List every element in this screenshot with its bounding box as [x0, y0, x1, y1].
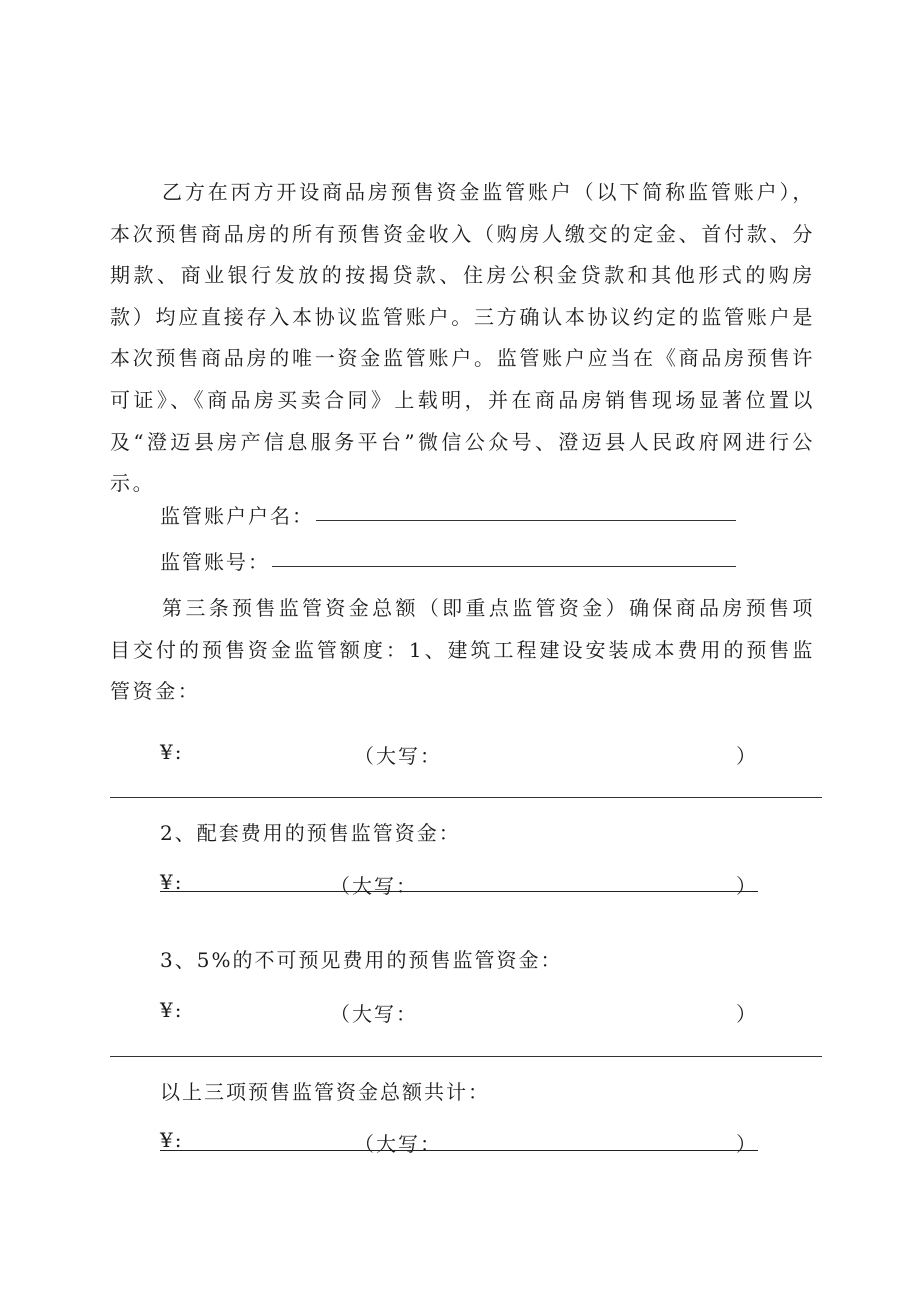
item2-currency-label: ¥: [160, 870, 184, 894]
total-currency-label: ¥: [160, 1128, 184, 1152]
total-words-open: （大写： [354, 1132, 442, 1156]
item3-label: 3、5%的不可预见费用的预售监管资金： [160, 948, 563, 972]
account-number-blank[interactable] [272, 566, 736, 567]
item3-words-open: （大写： [330, 1002, 418, 1026]
total-label: 以上三项预售监管资金总额共计： [160, 1080, 490, 1104]
item1-currency-label: ¥: [160, 740, 184, 764]
item2-underline [160, 891, 758, 892]
total-words-close: ） [736, 1132, 758, 1156]
item3-words-close: ） [736, 1002, 758, 1026]
item1-words-close: ） [736, 744, 758, 768]
item2-words-close: ） [736, 874, 758, 898]
item3-currency-label: ¥: [160, 998, 184, 1022]
item3-divider [110, 1056, 822, 1057]
item2-words-open: （大写： [330, 874, 418, 898]
account-name-blank[interactable] [316, 520, 736, 521]
item1-divider [110, 797, 822, 798]
intro-paragraph: 乙方在丙方开设商品房预售资金监管账户（以下简称监管账户），本次预售商品房的所有预售资金收入（购房人缴交的定金、首付款、分期款、商业银行发放的按揭贷款、住房公积金贷款和其他形式的购房款）均应直接存入本协议监管账户。三方确认本协议约定的监管账户是本次预售商品房的唯一资金监管账户。监管账户应当在《商品房预售许可证》、《商品房买卖合同》上载明，并在商品房销售现场显著位置以及“澄迈县房产信息服务平台”微信公众号、澄迈县人民政府网进行公示。 [110, 180, 815, 496]
account-name-label: 监管账户户名： [160, 504, 314, 528]
total-underline [160, 1150, 758, 1151]
account-number-label: 监管账号： [160, 550, 270, 574]
item1-words-open: （大写： [354, 744, 442, 768]
article3-paragraph: 第三条预售监管资金总额（即重点监管资金）确保商品房预售项目交付的预售资金监管额度：1、建筑工程建设安装成本费用的预售监管资金： [110, 596, 815, 704]
item2-label: 2、配套费用的预售监管资金： [160, 821, 461, 845]
